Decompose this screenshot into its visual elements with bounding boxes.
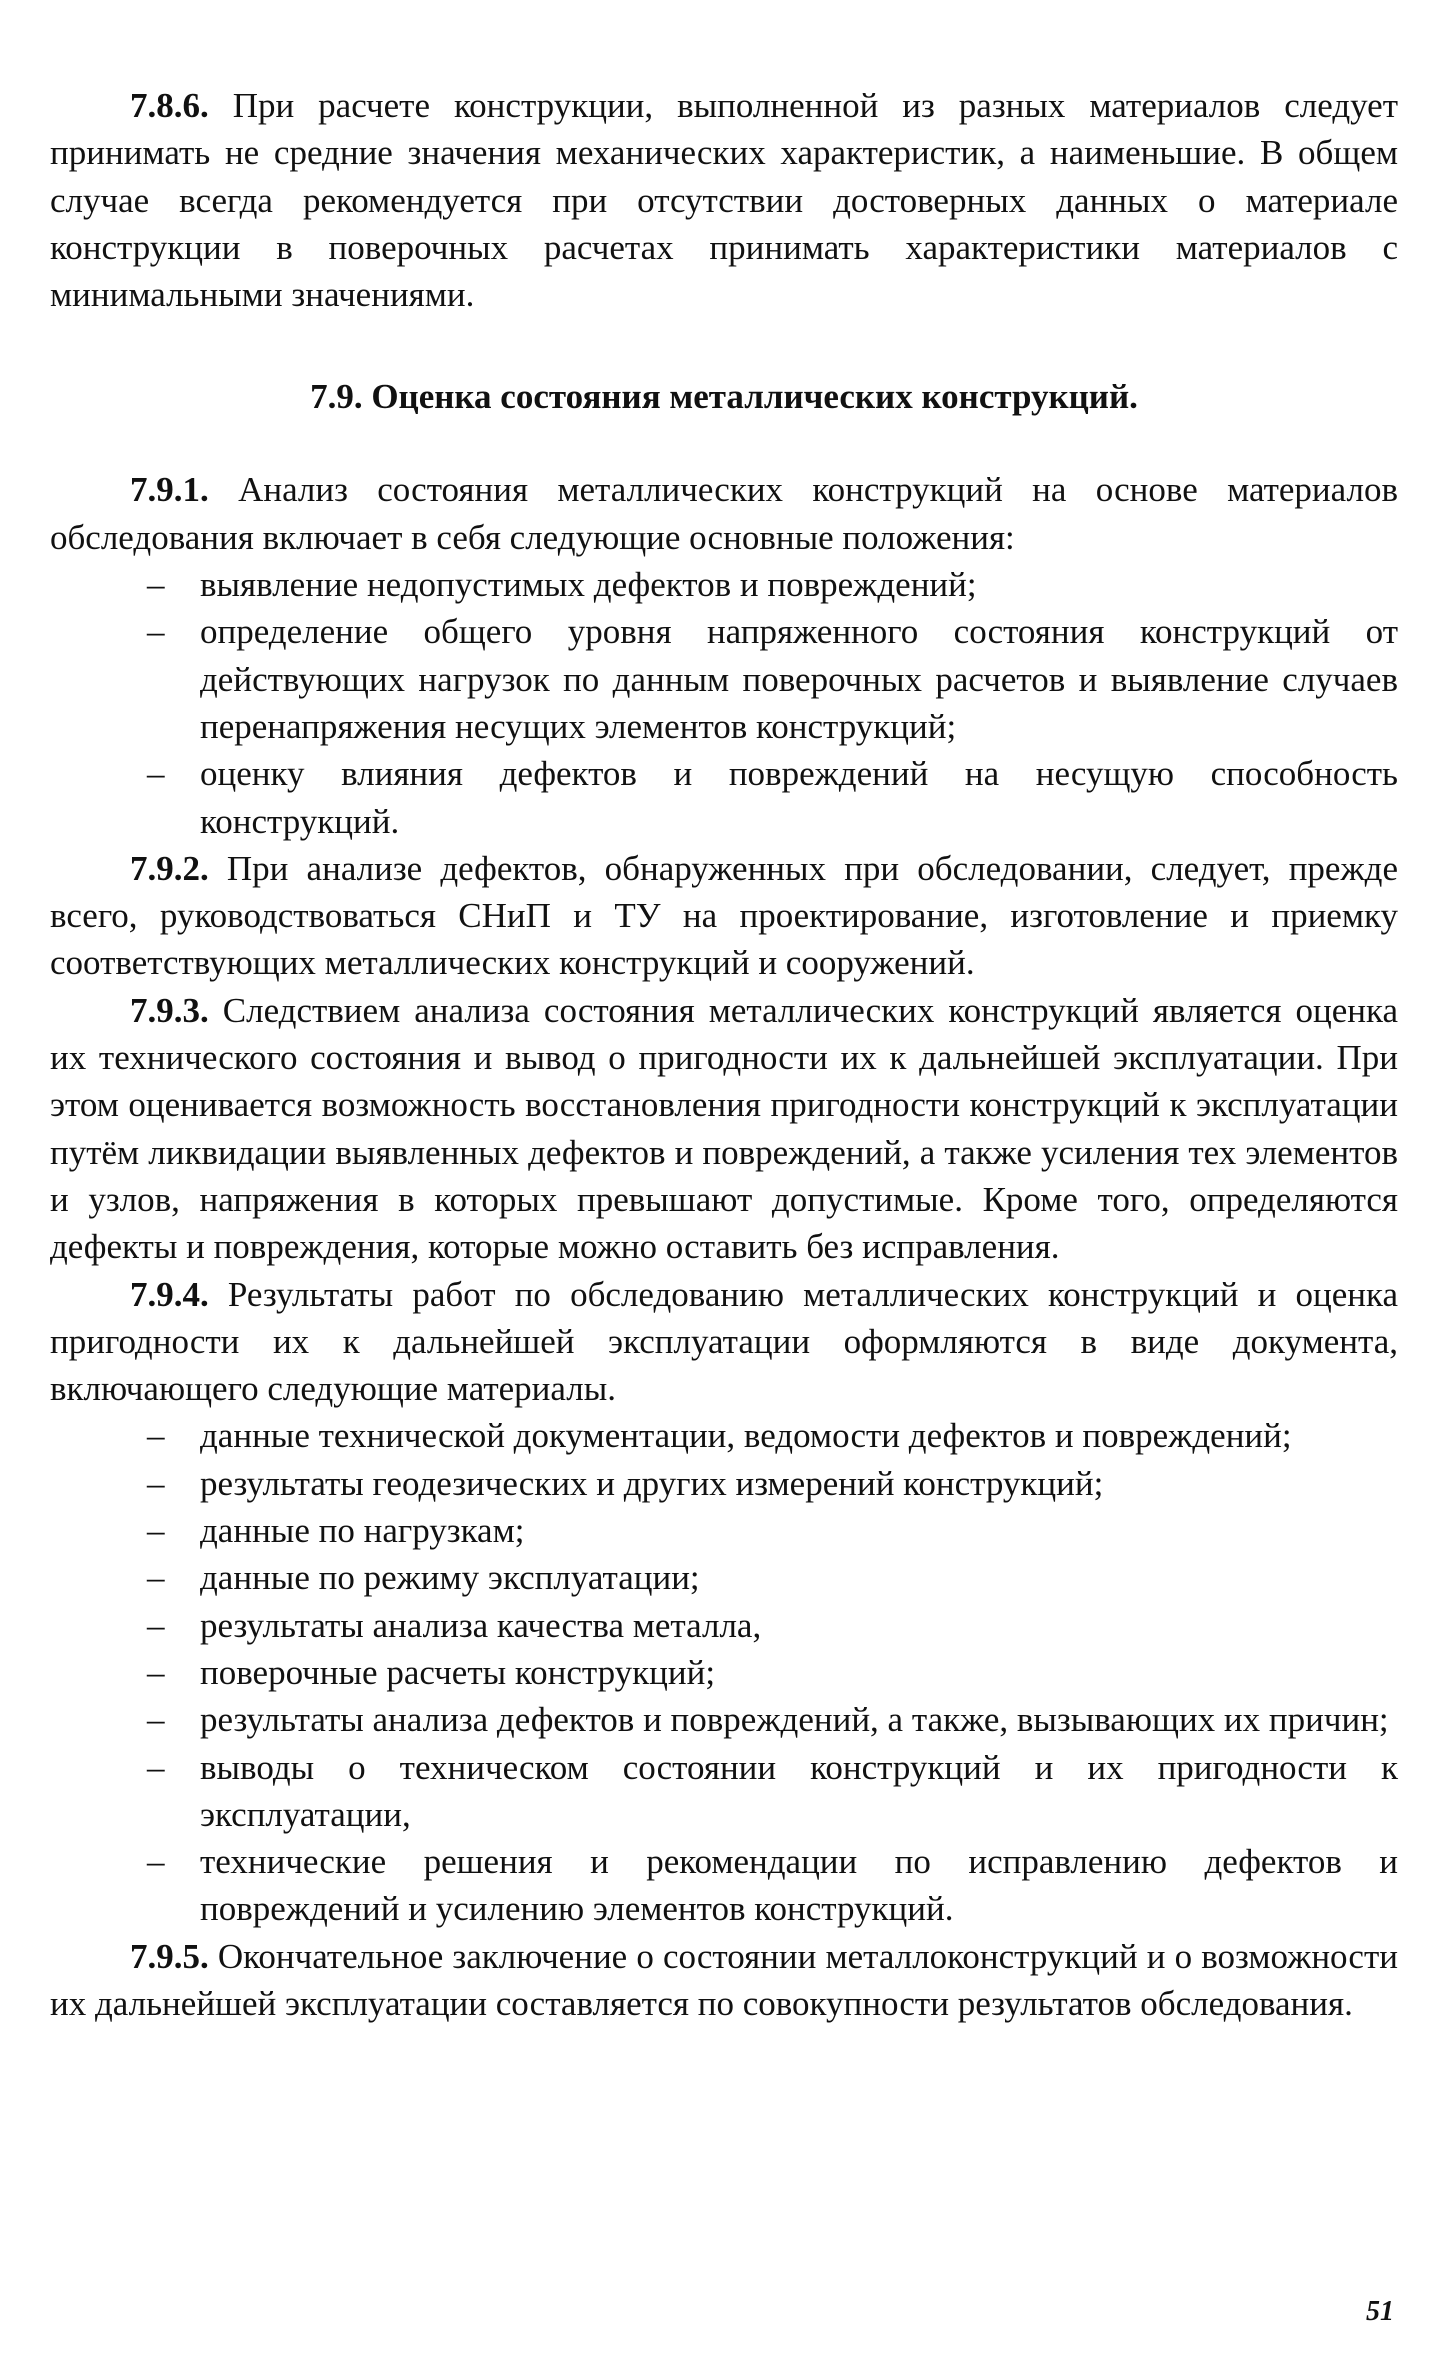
section-heading: 7.9. Оценка состояния металлических конструкций. (310, 377, 1138, 417)
paragraph-7-9-4 (50, 1271, 1398, 1413)
clause-number: 7.9.3. (130, 990, 209, 1030)
paragraph-7-9-2 (50, 845, 1398, 987)
paragraph-text: При расчете конструкции, выполненной из разных материалов следует принимать не средние значения механических характеристик, а наименьшие. В общем случае всегда рекомендуется при отсутствии достоверных данных о материале конструкции в поверочных расчетах принимать характеристики материалов с минимальными значениями. (50, 86, 1398, 315)
paragraph-text: Окончательное заключение о состоянии металлоконструкций и о возможности их дальнейшей эксплуатации составляется по совокупности результатов обследования. (50, 1936, 1398, 2023)
list-item: – определение общего уровня напряженного состояния конструкций от действующих нагрузок по данным поверочных расчетов и выявление случаев перенапряжения несущих элементов конструкций; (200, 608, 1398, 750)
dash-list-7-9-1 (50, 561, 1398, 845)
clause-number: 7.8.6. (130, 86, 209, 125)
list-item: – выводы о техническом состоянии конструкций и их пригодности к эксплуатации, (200, 1744, 1398, 1839)
list-item: – результаты геодезических и других измерений конструкций; (200, 1460, 1398, 1507)
paragraph-7-8-6 (50, 82, 1398, 318)
list-item: – данные по режиму эксплуатации; (200, 1554, 1398, 1601)
document-body (50, 82, 1398, 2027)
clause-number: 7.9.1. (130, 470, 209, 510)
clause-number: 7.9.2. (130, 848, 209, 888)
paragraph-text: Анализ состояния металлических конструкций на основе материалов обследования включает в себя следующие основные положения: (50, 470, 1398, 557)
list-item: – данные по нагрузкам; (200, 1507, 1398, 1554)
list-item: – результаты анализа качества металла, (200, 1602, 1398, 1649)
paragraph-text: Следствием анализа состояния металлических конструкций является оценка их технического состояния и вывод о пригодности их к дальнейшей эксплуатации. При этом оценивается возможность восстановления пригодности конструкций к эксплуатации путём ликвидации выявленных дефектов и повреждений, а также усиления тех элементов и узлов, напряжения в которых превышают допустимые. Кроме того, определяются дефекты и повреждения, которые можно оставить без исправления. (50, 990, 1398, 1267)
list-item: – поверочные расчеты конструкций; (200, 1649, 1398, 1696)
list-item: – данные технической документации, ведомости дефектов и повреждений; (200, 1412, 1398, 1459)
clause-number: 7.9.5. (130, 1936, 209, 1976)
paragraph-text: При анализе дефектов, обнаруженных при обследовании, следует, прежде всего, руководствоваться СНиП и ТУ на проектирование, изготовление и приемку соответствующих металлических конструкций и сооружений. (50, 848, 1398, 983)
list-item: – оценку влияния дефектов и повреждений на несущую способность конструкций. (200, 750, 1398, 845)
dash-list-7-9-4 (50, 1412, 1398, 1932)
clause-number: 7.9.4. (130, 1274, 209, 1314)
list-item: – технические решения и рекомендации по исправлению дефектов и повреждений и усилению элементов конструкций. (200, 1838, 1398, 1933)
paragraph-7-9-3 (50, 987, 1398, 1271)
list-item: – выявление недопустимых дефектов и повреждений; (200, 561, 1398, 608)
paragraph-text: Результаты работ по обследованию металлических конструкций и оценка пригодности их к дальнейшей эксплуатации оформляются в виде документа, включающего следующие материалы. (50, 1274, 1398, 1409)
list-item: – результаты анализа дефектов и повреждений, а также, вызывающих их причин; (200, 1696, 1398, 1743)
paragraph-7-9-5 (50, 1933, 1398, 2028)
paragraph-7-9-1 (50, 466, 1398, 561)
page-number: 51 (1366, 2296, 1394, 2327)
